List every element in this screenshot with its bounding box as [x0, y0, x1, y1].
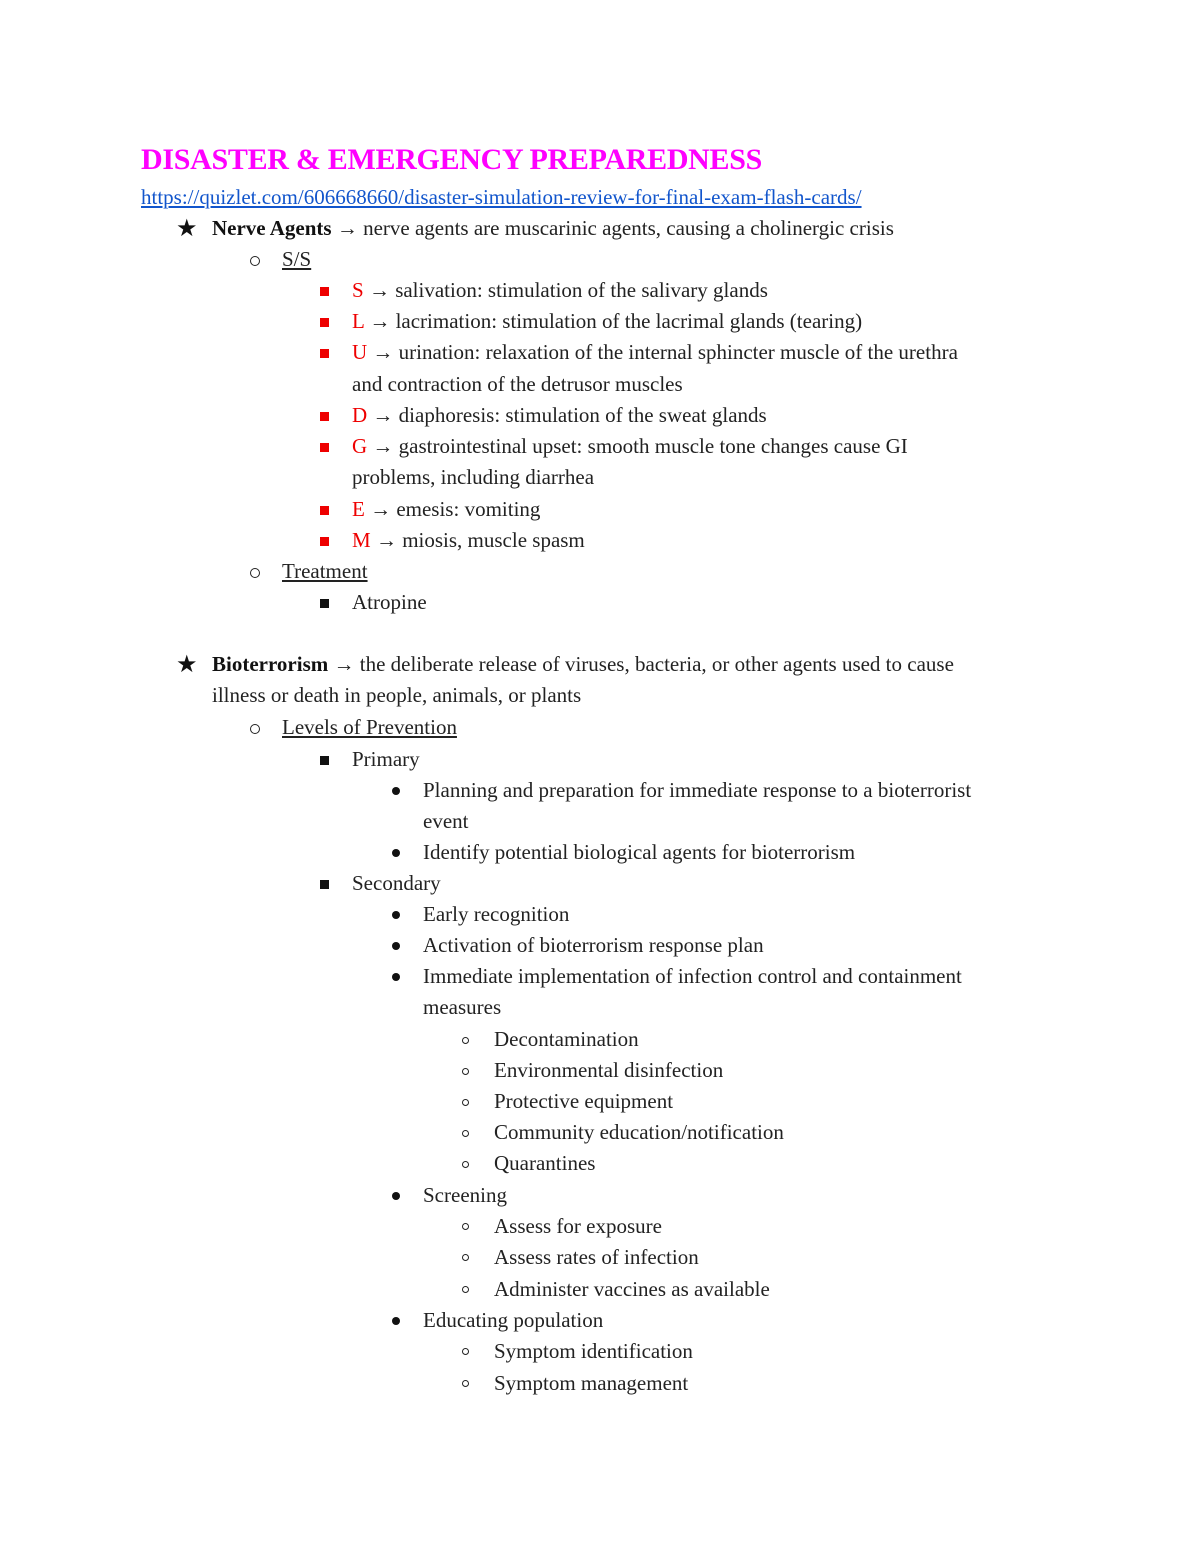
measure-item: Quarantines — [494, 1151, 596, 1175]
secondary-item-continuation: measures — [423, 995, 502, 1019]
educating-label: Educating population — [423, 1308, 604, 1332]
dot-bullet-icon — [392, 942, 400, 950]
dot-bullet-icon — [392, 1192, 400, 1200]
ss-item-continuation: problems, including diarrhea — [352, 465, 595, 489]
primary-item-continuation: event — [423, 809, 469, 833]
circle-bullet-icon — [250, 568, 260, 578]
ss-item: M → miosis, muscle spasm — [352, 528, 585, 552]
ss-item: S → salivation: stimulation of the salivary glands — [352, 278, 768, 302]
dot-bullet-icon — [392, 1317, 400, 1325]
levels-of-prevention-label: Levels of Prevention — [282, 715, 457, 739]
secondary-item: Immediate implementation of infection control and containment — [423, 964, 962, 988]
educating-item: Symptom identification — [494, 1339, 693, 1363]
circle-bullet-icon — [250, 256, 260, 266]
nerve-agents-heading: Nerve Agents — [212, 216, 332, 240]
dot-bullet-icon — [392, 973, 400, 981]
treatment-label: Treatment — [282, 559, 368, 583]
nerve-agents-item — [212, 213, 894, 244]
screening-label: Screening — [423, 1183, 507, 1207]
dot-bullet-icon — [392, 787, 400, 795]
circle-bullet-icon — [462, 1254, 469, 1261]
secondary-label: Secondary — [352, 871, 441, 895]
square-bullet-icon — [320, 537, 329, 546]
ss-item: D → diaphoresis: stimulation of the sweat glands — [352, 403, 767, 427]
square-bullet-icon — [320, 506, 329, 515]
square-bullet-icon — [320, 349, 329, 358]
primary-label: Primary — [352, 747, 420, 771]
primary-item: Identify potential biological agents for bioterrorism — [423, 840, 856, 864]
bioterrorism-item — [212, 649, 954, 680]
circle-bullet-icon — [462, 1037, 469, 1044]
quizlet-link[interactable]: https://quizlet.com/606668660/disaster-simulation-review-for-final-exam-flash-cards/ — [141, 185, 862, 209]
circle-bullet-icon — [462, 1380, 469, 1387]
educating-item: Symptom management — [494, 1371, 689, 1395]
measure-item: Protective equipment — [494, 1089, 674, 1113]
screening-item: Assess for exposure — [494, 1214, 662, 1238]
star-bullet-icon: ★ — [176, 652, 198, 678]
circle-bullet-icon — [462, 1161, 469, 1168]
measure-item: Community education/notification — [494, 1120, 784, 1144]
bioterrorism-heading: Bioterrorism — [212, 652, 329, 676]
ss-label: S/S — [282, 247, 312, 271]
dot-bullet-icon — [392, 849, 400, 857]
square-bullet-icon — [320, 287, 329, 296]
ss-item: G → gastrointestinal upset: smooth muscle tone changes cause GI — [352, 434, 908, 458]
ss-item: L → lacrimation: stimulation of the lacrimal glands (tearing) — [352, 309, 863, 333]
primary-item: Planning and preparation for immediate response to a bioterrorist — [423, 778, 972, 802]
square-bullet-icon — [320, 756, 329, 765]
secondary-item: Early recognition — [423, 902, 570, 926]
measure-item: Decontamination — [494, 1027, 639, 1051]
screening-item: Assess rates of infection — [494, 1245, 699, 1269]
square-bullet-icon — [320, 318, 329, 327]
square-bullet-icon — [320, 412, 329, 421]
page-title: DISASTER & EMERGENCY PREPAREDNESS — [141, 143, 763, 176]
ss-item: U → urination: relaxation of the internal sphincter muscle of the urethra — [352, 340, 958, 364]
bioterrorism-description: → the deliberate release of viruses, bacteria, or other agents used to cause — [328, 652, 954, 676]
circle-bullet-icon — [462, 1099, 469, 1106]
square-bullet-icon — [320, 443, 329, 452]
screening-item: Administer vaccines as available — [494, 1277, 770, 1301]
treatment-item: Atropine — [352, 590, 427, 614]
ss-item-continuation: and contraction of the detrusor muscles — [352, 372, 683, 396]
nerve-agents-description: → nerve agents are muscarinic agents, causing a cholinergic crisis — [331, 216, 894, 240]
secondary-item: Activation of bioterrorism response plan — [423, 933, 764, 957]
square-bullet-icon — [320, 599, 329, 608]
dot-bullet-icon — [392, 911, 400, 919]
circle-bullet-icon — [462, 1348, 469, 1355]
circle-bullet-icon — [462, 1223, 469, 1230]
circle-bullet-icon — [462, 1068, 469, 1075]
circle-bullet-icon — [462, 1130, 469, 1137]
circle-bullet-icon — [250, 724, 260, 734]
ss-item: E → emesis: vomiting — [352, 497, 541, 521]
measure-item: Environmental disinfection — [494, 1058, 724, 1082]
star-bullet-icon: ★ — [176, 216, 198, 242]
bioterrorism-description-continuation: illness or death in people, animals, or plants — [212, 683, 582, 707]
circle-bullet-icon — [462, 1286, 469, 1293]
square-bullet-icon — [320, 880, 329, 889]
